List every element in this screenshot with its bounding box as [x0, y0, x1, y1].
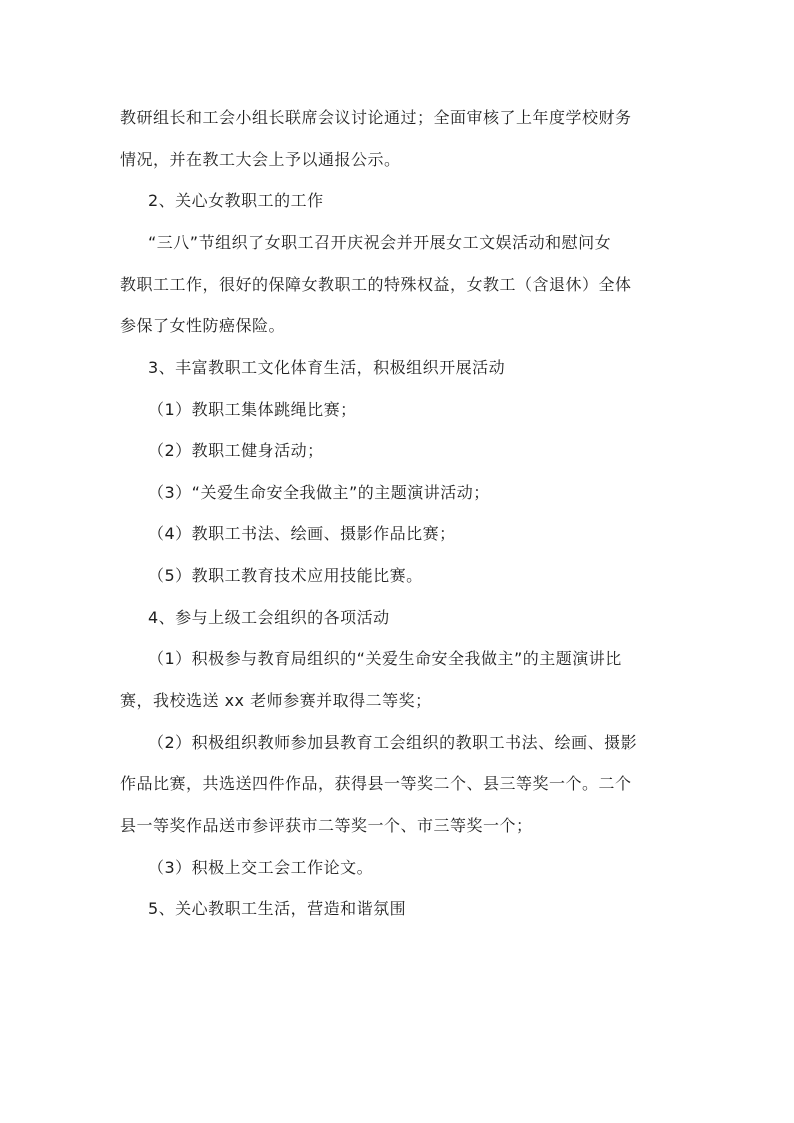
text-line-5: 教职工工作，很好的保障女教职工的特殊权益，女教工（含退休）全体: [120, 275, 632, 294]
list-item-4-3: （3）积极上交工会工作论文。: [148, 858, 374, 877]
section-heading-2: 2、关心女教职工的工作: [148, 191, 324, 210]
list-item-3-3: （3）“关爱生命安全我做主”的主题演讲活动；: [148, 483, 490, 502]
list-item-3-1: （1）教职工集体跳绳比赛；: [148, 400, 357, 419]
list-item-3-2: （2）教职工健身活动；: [148, 441, 324, 460]
list-item-3-4: （4）教职工书法、绘画、摄影作品比赛；: [148, 524, 456, 543]
list-item-3-5: （5）教职工教育技术应用技能比赛。: [148, 566, 423, 585]
text-line-4: “三八”节组织了女职工召开庆祝会并开展女工文娱活动和慰问女: [148, 233, 612, 252]
section-heading-4: 4、参与上级工会组织的各项活动: [148, 608, 390, 627]
section-heading-5: 5、关心教职工生活，营造和谐氛围: [148, 899, 407, 918]
text-line-2: 情况，并在教工大会上予以通报公示。: [120, 150, 401, 169]
list-item-4-2-cont-2: 县一等奖作品送市参评获市二等奖一个、市三等奖一个；: [120, 816, 533, 835]
text-line-1: 教研组长和工会小组长联席会议讨论通过；全面审核了上年度学校财务: [120, 108, 632, 127]
list-item-4-1-cont: 赛，我校选送 xx 老师参赛并取得二等奖；: [120, 691, 432, 710]
list-item-4-2: （2）积极组织教师参加县教育工会组织的教职工书法、绘画、摄影: [148, 733, 638, 752]
text-line-6: 参保了女性防癌保险。: [120, 316, 286, 335]
list-item-4-2-cont-1: 作品比赛，共选送四件作品，获得县一等奖二个、县三等奖一个。二个: [120, 774, 632, 793]
section-heading-3: 3、丰富教职工文化体育生活，积极组织开展活动: [148, 358, 506, 377]
list-item-4-1: （1）积极参与教育局组织的“关爱生命安全我做主”的主题演讲比: [148, 649, 622, 668]
